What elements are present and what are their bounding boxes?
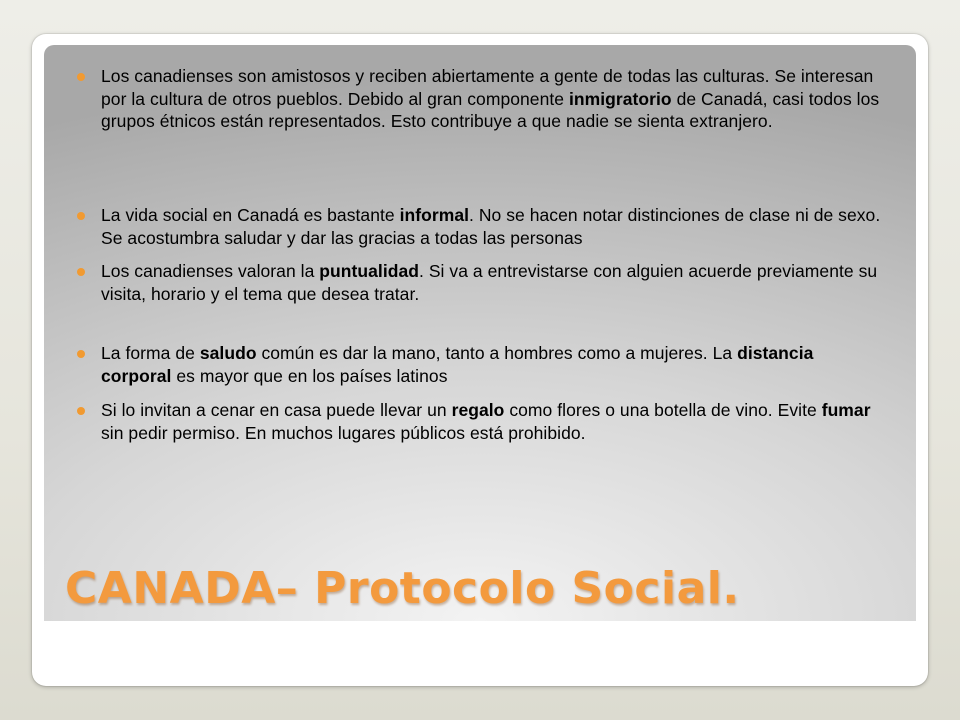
bullet-bold-text: saludo: [199, 343, 257, 363]
bullet-text: Los canadienses son amistosos y reciben abiertamente a gente de todas las culturas. Se interesan por la cultura de otros pueblos. Debido al gran componente inmigratorio de Canadá, casi todos los grupos étnicos están representados. Esto contribuye a que nadie se sienta extranjero.: [101, 66, 880, 131]
slide-title: CANADA– Protocolo Social.: [65, 563, 740, 614]
bullet-text: Si lo invitan a cenar en casa puede llevar un regalo como flores o una botella de vino. Evite fumar sin pedir permiso. En muchos lugares públicos está prohibido.: [101, 400, 871, 443]
bullet-item: [44, 260, 881, 305]
bullet-bold-text: distancia corporal: [101, 343, 814, 386]
bullet-dot-icon: [77, 350, 85, 358]
bullet-bold-text: puntualidad: [319, 261, 420, 281]
bullet-dot-icon: [77, 212, 85, 220]
bullet-text: La vida social en Canadá es bastante informal. No se hacen notar distinciones de clase ni de sexo. Se acostumbra saludar y dar las gracias a todas las personas: [101, 205, 881, 248]
bullet-dot-icon: [77, 407, 85, 415]
bullet-item: [44, 399, 881, 444]
bullet-dot-icon: [77, 268, 85, 276]
bullet-bold-text: inmigratorio: [568, 88, 672, 109]
slide-content-panel: [44, 45, 916, 621]
bullet-bold-text: fumar: [821, 400, 871, 420]
bullet-item: [44, 342, 881, 387]
bullet-bold-text: regalo: [451, 400, 505, 420]
bullet-dot-icon: [77, 73, 85, 81]
bullet-text: La forma de saludo común es dar la mano, tanto a hombres como a mujeres. La distancia corporal es mayor que en los países latinos: [101, 343, 814, 386]
bullet-bold-text: informal: [399, 205, 470, 225]
bullet-item: [44, 204, 881, 249]
bullet-item: [44, 65, 881, 133]
bullet-text: Los canadienses valoran la puntualidad. Si va a entrevistarse con alguien acuerde previamente su visita, horario y el tema que desea tratar.: [101, 261, 878, 304]
